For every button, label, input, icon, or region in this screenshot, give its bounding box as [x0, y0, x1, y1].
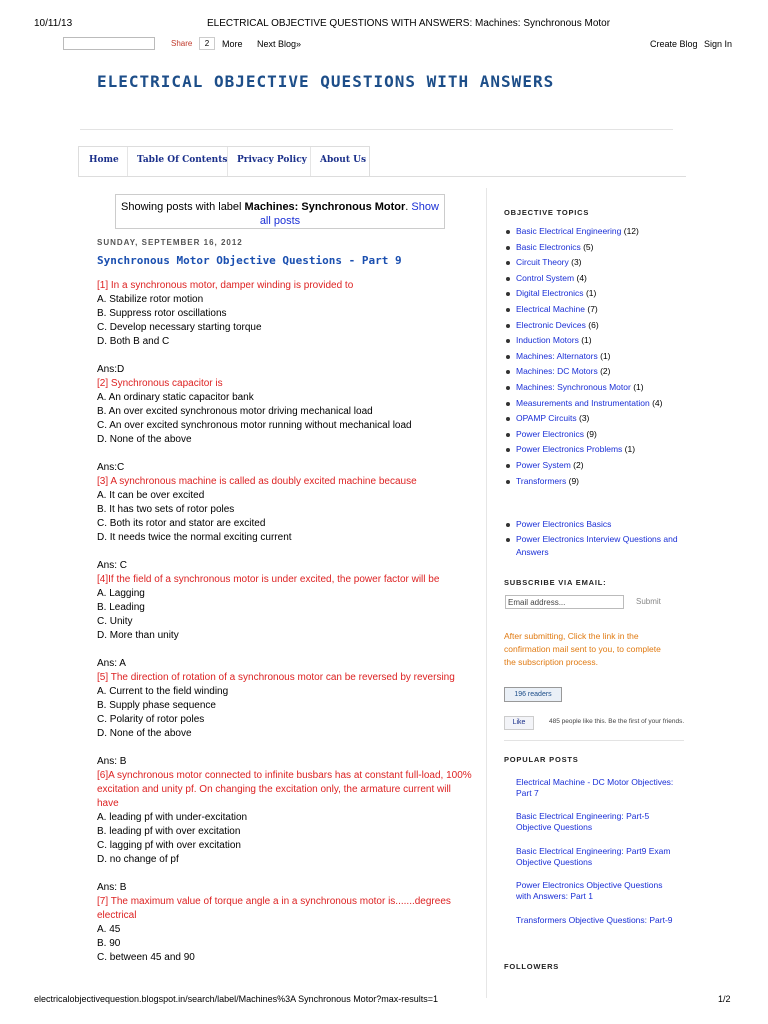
navbar-search-input[interactable]: [63, 37, 155, 50]
topic-count: (3): [579, 413, 590, 424]
topic-link[interactable]: Power Electronics Problems: [516, 444, 623, 455]
objective-topics-heading: OBJECTIVE TOPICS: [504, 208, 590, 217]
spacer: [97, 545, 472, 559]
answer-line: B. It has two sets of rotor poles: [97, 504, 235, 515]
extra-links-list: [504, 518, 686, 561]
popular-post-item: [516, 846, 676, 868]
topic-item: [504, 397, 686, 410]
topic-count: (1): [600, 350, 611, 361]
spacer: [97, 447, 472, 461]
readers-badge[interactable]: 196 readers: [504, 687, 562, 702]
followers-heading: FOLLOWERS: [504, 962, 560, 971]
answer-line: D. None of the above: [97, 434, 192, 445]
answer-line: C. Develop necessary starting torque: [97, 322, 262, 333]
popular-post-item: [516, 880, 676, 902]
topic-link[interactable]: Basic Electronics: [516, 241, 581, 252]
popular-post-link[interactable]: Power Electronics Objective Questions with Answers: Part 1: [516, 880, 663, 901]
popular-post-link[interactable]: Basic Electrical Engineering: Part-5 Objective Questions: [516, 811, 650, 832]
share-count: 2: [199, 37, 215, 50]
topic-item: [504, 225, 686, 238]
answer-line: D. It needs twice the normal exciting current: [97, 532, 292, 543]
sign-in-link[interactable]: Sign In: [704, 39, 733, 49]
answer-line: C. Both its rotor and stator are excited: [97, 518, 266, 529]
topic-item: [504, 428, 686, 441]
status-label: Machines: Synchronous Motor: [244, 201, 406, 213]
topic-link[interactable]: Machines: Alternators: [516, 350, 598, 361]
extra-link-item: [504, 518, 686, 531]
answer-line: B. leading pf with over excitation: [97, 826, 241, 837]
answer-line: C. Unity: [97, 616, 133, 627]
like-button[interactable]: Like: [504, 716, 534, 730]
post-body: [97, 279, 472, 965]
answer-line: C. An over excited synchronous motor running without mechanical load: [97, 420, 412, 431]
answer-line: A. leading pf with under-excitation: [97, 812, 248, 823]
page-tabs: [78, 146, 370, 177]
email-input[interactable]: Email address...: [505, 595, 624, 609]
topic-count: (4): [576, 272, 587, 283]
answer-line: D. More than unity: [97, 630, 179, 641]
answer-line: Ans: C: [97, 560, 128, 571]
topic-count: (4): [652, 397, 663, 408]
topic-count: (5): [583, 241, 594, 252]
tab-separator: [310, 147, 311, 177]
topic-item: [504, 272, 686, 285]
spacer: [97, 643, 472, 657]
popular-post-link[interactable]: Basic Electrical Engineering: Part9 Exam Objective Questions: [516, 846, 671, 867]
more-button[interactable]: More: [222, 39, 243, 49]
topic-link[interactable]: Machines: DC Motors: [516, 366, 598, 377]
post-title[interactable]: Synchronous Motor Objective Questions - Part 9: [97, 254, 402, 267]
topic-count: (1): [624, 444, 636, 455]
answer-line: B. Leading: [97, 602, 145, 613]
tab-about-us[interactable]: About Us: [320, 155, 367, 165]
topic-item: [504, 303, 686, 316]
status-suffix: .: [405, 201, 412, 213]
topic-count: (9): [586, 428, 597, 439]
topic-link[interactable]: Power Electronics: [516, 428, 585, 439]
tab-separator: [127, 147, 128, 177]
subscribe-heading: SUBSCRIBE VIA EMAIL:: [504, 578, 607, 587]
tab-home[interactable]: Home: [89, 155, 119, 165]
topic-link[interactable]: Induction Motors: [516, 335, 579, 346]
spacer: [97, 867, 472, 881]
answer-line: A. An ordinary static capacitor bank: [97, 392, 254, 403]
show-all-posts-link[interactable]: Show all posts: [259, 201, 439, 227]
tab-table-of-contents[interactable]: Table Of Contents: [137, 155, 228, 165]
topic-item: [504, 365, 686, 378]
column-divider: [486, 188, 487, 998]
topic-item: [504, 287, 686, 300]
print-date: 10/11/13: [34, 18, 73, 29]
question-text: [4]If the field of a synchronous motor is under excited, the power factor will be: [97, 574, 440, 585]
topic-link[interactable]: Transformers: [516, 475, 567, 486]
topic-link[interactable]: Electronic Devices: [516, 319, 586, 330]
popular-post-item: [516, 777, 676, 799]
divider: [80, 129, 673, 130]
topic-link[interactable]: Electrical Machine: [516, 303, 585, 314]
answer-line: C. between 45 and 90: [97, 952, 195, 963]
topic-item: [504, 459, 686, 472]
submit-button[interactable]: Submit: [636, 597, 661, 606]
create-blog-link[interactable]: Create Blog: [650, 39, 698, 49]
answer-line: D. None of the above: [97, 728, 192, 739]
objective-topics-list: [504, 225, 686, 490]
topic-count: (2): [600, 366, 611, 377]
topic-link[interactable]: Power System: [516, 459, 571, 470]
topic-count: (9): [568, 475, 579, 486]
question-text: [7] The maximum value of torque angle a in a synchronous motor is.......degrees electrical: [97, 896, 451, 921]
topic-item: [504, 412, 686, 425]
topic-link[interactable]: OPAMP Circuits: [516, 413, 577, 424]
topic-item: [504, 241, 686, 254]
answer-line: B. Supply phase sequence: [97, 700, 216, 711]
topic-item: [504, 256, 686, 269]
answer-line: B. 90: [97, 938, 121, 949]
topic-item: [504, 443, 686, 456]
answer-line: A. Lagging: [97, 588, 145, 599]
answer-line: C. Polarity of rotor poles: [97, 714, 205, 725]
print-url: electricalobjectivequestion.blogspot.in/search/label/Machines%3A Synchronous Motor?max-results=1: [34, 994, 438, 1004]
question-text: [1] In a synchronous motor, damper winding is provided to: [97, 280, 354, 291]
answer-line: Ans:D: [97, 364, 125, 375]
popular-post-item: [516, 811, 676, 833]
topic-count: (2): [573, 459, 584, 470]
answer-line: A. Stabilize rotor motion: [97, 294, 204, 305]
answer-line: A. Current to the field winding: [97, 686, 229, 697]
answer-line: D. Both B and C: [97, 336, 170, 347]
answer-line: Ans: B: [97, 756, 127, 767]
topic-link[interactable]: Measurements and Instrumentation: [516, 397, 650, 408]
topic-link[interactable]: Digital Electronics: [516, 288, 584, 299]
spacer: [97, 349, 472, 363]
status-prefix: Showing posts with label: [121, 201, 245, 213]
blog-title[interactable]: ELECTRICAL OBJECTIVE QUESTIONS WITH ANSWERS: [97, 72, 555, 91]
answer-line: Ans: A: [97, 658, 126, 669]
answer-line: C. lagging pf with over excitation: [97, 840, 241, 851]
divider: [78, 176, 686, 177]
post-date: SUNDAY, SEPTEMBER 16, 2012: [97, 238, 243, 247]
topic-link[interactable]: Circuit Theory: [516, 257, 569, 268]
topic-link[interactable]: Basic Electrical Engineering: [516, 226, 622, 236]
label-status-box: [115, 194, 445, 229]
topic-count: (1): [581, 335, 592, 346]
topic-count: (6): [588, 319, 599, 330]
question-text: [3] A synchronous machine is called as doubly excited machine because: [97, 476, 417, 487]
popular-post-link[interactable]: Transformers Objective Questions: Part-9: [516, 915, 673, 925]
answer-line: A. 45: [97, 924, 121, 935]
topic-item: [504, 319, 686, 332]
extra-link[interactable]: Power Electronics Basics: [516, 519, 612, 529]
topic-item: [504, 381, 686, 394]
answer-line: Ans: B: [97, 882, 127, 893]
next-blog-link[interactable]: Next Blog»: [257, 39, 302, 49]
popular-post-item: [516, 915, 676, 926]
answer-line: B. Suppress rotor oscillations: [97, 308, 227, 319]
topic-link[interactable]: Machines: Synchronous Motor: [516, 381, 631, 392]
extra-link-item: [504, 533, 686, 559]
question-text: [2] Synchronous capacitor is: [97, 378, 223, 389]
answer-line: D. no change of pf: [97, 854, 179, 865]
share-button[interactable]: Share: [171, 39, 193, 48]
extra-link[interactable]: Power Electronics Interview Questions and Answers: [516, 534, 678, 557]
divider: [504, 740, 684, 741]
print-title: ELECTRICAL OBJECTIVE QUESTIONS WITH ANSWERS: Machines: Synchronous Motor: [207, 18, 611, 29]
popular-post-link[interactable]: Electrical Machine - DC Motor Objectives: Part 7: [516, 777, 674, 798]
topic-item: [504, 350, 686, 363]
answer-line: B. An over excited synchronous motor driving mechanical load: [97, 406, 373, 417]
tab-privacy-policy[interactable]: Privacy Policy: [237, 155, 307, 165]
tab-separator: [227, 147, 228, 177]
topic-item: [504, 475, 686, 488]
topic-count: (3): [571, 257, 582, 268]
popular-posts-heading: POPULAR POSTS: [504, 755, 579, 764]
answer-line: Ans:C: [97, 462, 125, 473]
subscribe-note: After submitting, Click the link in the confirmation mail sent to you, to complete the subscription process.: [504, 631, 661, 667]
print-page-number: 1/2: [718, 994, 731, 1004]
topic-count: (7): [587, 303, 598, 314]
topic-count: (12): [623, 226, 639, 236]
question-text: [5] The direction of rotation of a synchronous motor can be reversed by reversing: [97, 672, 455, 683]
question-text: [6]A synchronous motor connected to infinite busbars has at constant full-load, 100% excitation and unity pf. On changing the excitation only, the armature current will have: [97, 770, 472, 809]
topic-count: (1): [633, 381, 644, 392]
topic-item: [504, 334, 686, 347]
topic-count: (1): [585, 288, 597, 299]
like-count-text: 485 people like this. Be the first of your friends.: [549, 718, 685, 725]
spacer: [97, 741, 472, 755]
answer-line: A. It can be over excited: [97, 490, 205, 501]
topic-link[interactable]: Control System: [516, 272, 575, 283]
